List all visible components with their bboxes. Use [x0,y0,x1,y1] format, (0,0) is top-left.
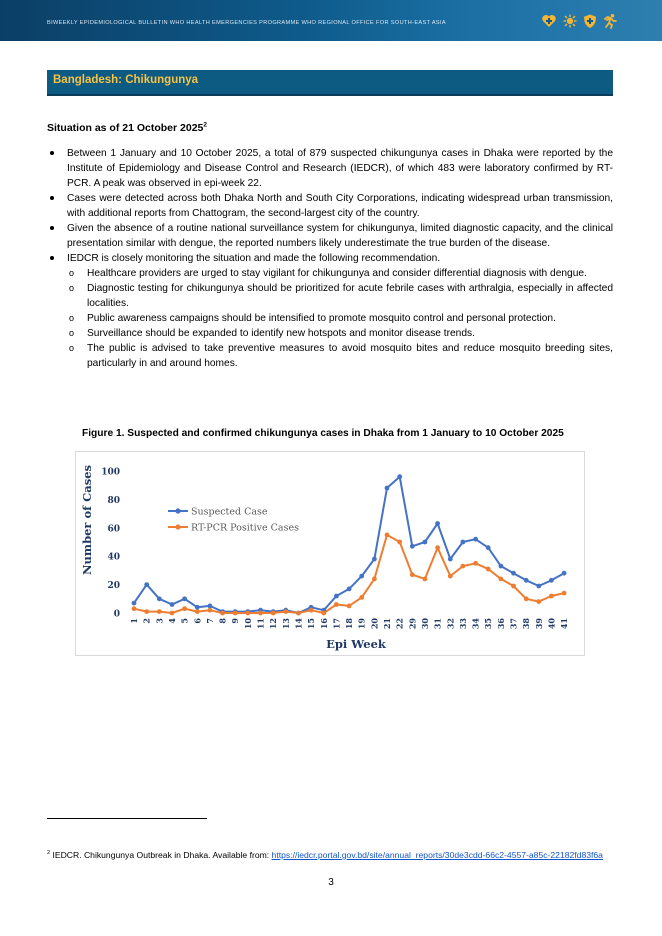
data-point [435,545,440,550]
bullet-text: Between 1 January and 10 October 2025, a total of 879 suspected chikungunya cases in Dhaka were reported by the Institute of Epidemiology and Disease Control and Research (IEDCR), of which 483 were laboratory confirmed by RT-PCR. A peak was observed in epi-week 22. [67,148,613,189]
data-point [536,599,541,604]
x-tick-label: 31 [432,618,443,630]
bullet-item [47,191,613,221]
footnote-reference[interactable]: 2 [203,121,208,129]
x-tick-label: 40 [546,618,557,630]
data-point [359,574,364,579]
y-tick-label: 100 [101,467,120,478]
data-point [321,611,326,616]
data-point [334,594,339,599]
x-tick-label: 17 [331,618,342,630]
data-point [309,608,314,613]
data-point [220,611,225,616]
data-point [461,540,466,545]
x-tick-label: 38 [521,618,532,630]
data-point [347,587,352,592]
sub-bullet-text: Surveillance should be expanded to identify new hotspots and monitor disease trends. [87,328,475,339]
data-point [562,591,567,596]
section-header [47,70,613,96]
x-tick-label: 36 [495,618,506,630]
footnote-separator [47,818,207,819]
figure-caption: Figure 1. Suspected and confirmed chikungunya cases in Dhaka from 1 January to 10 October 2025 [82,428,564,439]
sub-bullet-item [67,281,613,311]
data-point [170,611,175,616]
data-point [410,544,415,549]
x-tick-label: 5 [179,618,190,624]
sub-bullet-item [67,341,613,371]
sub-bullet-marker: o [69,283,75,293]
data-point [511,584,516,589]
x-tick-label: 35 [483,618,494,630]
x-tick-label: 16 [318,618,329,630]
y-tick-label: 80 [107,495,120,506]
series-line-0 [134,477,564,613]
footnote-text: IEDCR. Chikungunya Outbreak in Dhaka. Available from: [52,850,272,860]
data-point [435,521,440,526]
bullet-text: Given the absence of a routine national surveillance system for chikungunya, limited diagnostic capacity, and the clinical presentation similar with dengue, the reported numbers likely underestimate the true burden of the disease. [67,223,613,249]
x-tick-label: 11 [255,618,266,630]
situation-title: Situation as of 21 October 2025 [47,122,204,134]
data-point [372,577,377,582]
sub-bullet-item [67,326,613,341]
data-point [499,577,504,582]
y-axis-label: Number of Cases [80,465,94,575]
data-point [473,537,478,542]
x-tick-label: 12 [268,618,279,630]
data-point [549,594,554,599]
bullet-dot [50,226,54,230]
data-point [473,561,478,566]
footnote [47,849,613,862]
data-point [208,608,213,613]
data-point [208,604,213,609]
x-tick-label: 32 [445,618,456,630]
x-tick-label: 39 [533,618,544,630]
data-point [372,557,377,562]
x-tick-label: 7 [204,618,215,624]
data-point [397,474,402,479]
x-tick-label: 2 [141,618,152,624]
data-point [283,609,288,614]
bullet-text: IEDCR is closely monitoring the situation and made the following recommendation. [67,253,441,264]
x-tick-label: 14 [293,618,304,630]
data-point [385,533,390,538]
y-tick-label: 60 [107,524,120,535]
data-point [486,545,491,550]
sub-bullet-item [67,311,613,326]
sub-bullet-text: Public awareness campaigns should be intensified to promote mosquito control and personal protection. [87,313,556,324]
bullet-dot [50,151,54,155]
bullet-dot [50,196,54,200]
health-plus-icon [541,13,557,29]
x-tick-label: 22 [394,618,405,630]
sub-bullet-marker: o [69,343,75,353]
data-point [157,609,162,614]
x-tick-label: 19 [356,618,367,630]
recommendation-list [67,266,613,371]
sub-bullet-text: Diagnostic testing for chikungunya should be prioritized for acute febrile cases with arthralgia, especially in affected localities. [87,283,613,309]
legend-label: RT-PCR Positive Cases [191,522,299,534]
footnote-marker: 2 [47,850,51,857]
x-tick-label: 15 [306,618,317,630]
x-tick-label: 4 [166,618,177,624]
data-point [144,609,149,614]
situation-bullet-list [47,146,613,371]
data-point [195,609,200,614]
x-tick-label: 8 [217,618,228,624]
bullet-text: Cases were detected across both Dhaka North and South City Corporations, indicating widespread urban transmission, with additional reports from Chattogram, the second-largest city of the country. [67,193,613,219]
bullet-item [47,221,613,251]
data-point [233,611,238,616]
sub-bullet-item [67,266,613,281]
data-point [157,596,162,601]
data-point [511,571,516,576]
data-point [423,540,428,545]
legend-marker [175,508,180,513]
chart-container [75,451,585,656]
data-point [448,557,453,562]
x-tick-label: 13 [280,618,291,630]
x-tick-label: 30 [419,618,430,630]
legend-marker [175,524,180,529]
data-point [410,572,415,577]
y-tick-label: 40 [107,552,120,563]
data-point [536,584,541,589]
data-point [461,564,466,569]
data-point [132,601,137,606]
y-tick-label: 0 [113,609,120,620]
data-point [397,540,402,545]
data-point [562,571,567,576]
data-point [423,577,428,582]
x-tick-label: 1 [129,618,139,624]
data-point [246,611,251,616]
banner-icons [541,13,621,31]
series-line-1 [134,535,564,613]
x-tick-label: 6 [192,618,203,624]
situation-heading [47,122,207,134]
x-tick-label: 18 [344,618,355,630]
x-tick-label: 37 [508,618,519,630]
footnote-link[interactable]: https://iedcr.portal.gov.bd/site/annual_reports/30de3cdd-66c2-4557-a85c-22182fd83f6a [271,850,603,860]
line-chart [76,452,584,655]
bullet-item [47,146,613,191]
x-tick-label: 21 [382,618,392,630]
data-point [144,582,149,587]
data-point [296,611,301,616]
sub-bullet-text: Healthcare providers are urged to stay vigilant for chikungunya and consider differential diagnosis with dengue. [87,268,587,279]
page-number: 3 [328,877,334,888]
bulletin-title: BIWEEKLY EPIDEMIOLOGICAL BULLETIN WHO HEALTH EMERGENCIES PROGRAMME WHO REGIONAL OFFICE FOR SOUTH-EAST ASIA [47,20,446,26]
data-point [258,611,263,616]
runner-icon [602,13,618,29]
x-tick-label: 29 [407,618,418,630]
data-point [524,596,529,601]
x-tick-label: 34 [470,618,481,630]
data-point [347,604,352,609]
x-tick-label: 20 [369,618,380,630]
x-axis-label: Epi Week [326,637,386,651]
sub-bullet-marker: o [69,328,75,338]
data-point [524,578,529,583]
data-point [499,564,504,569]
x-tick-label: 41 [559,618,570,630]
header-banner [0,0,662,41]
x-tick-label: 33 [457,618,468,630]
x-tick-label: 9 [230,618,241,624]
y-tick-label: 20 [107,581,120,592]
legend-label: Suspected Case [191,506,268,518]
x-tick-label: 10 [242,618,253,630]
data-point [271,611,276,616]
data-point [132,606,137,611]
x-tick-label: 3 [154,618,165,624]
virus-icon [562,13,578,29]
bullet-item [47,251,613,371]
shield-icon [582,13,598,29]
data-point [182,596,187,601]
sub-bullet-marker: o [69,313,75,323]
data-point [359,595,364,600]
bullet-dot [50,256,54,260]
data-point [549,578,554,583]
data-point [170,602,175,607]
sub-bullet-marker: o [69,268,75,278]
data-point [385,486,390,491]
data-point [195,605,200,610]
data-point [486,567,491,572]
section-title: Bangladesh: Chikungunya [53,74,199,86]
data-point [334,602,339,607]
sub-bullet-text: The public is advised to take preventive measures to avoid mosquito bites and reduce mosquito breeding sites, particularly in and around homes. [87,343,613,369]
data-point [182,606,187,611]
data-point [448,574,453,579]
